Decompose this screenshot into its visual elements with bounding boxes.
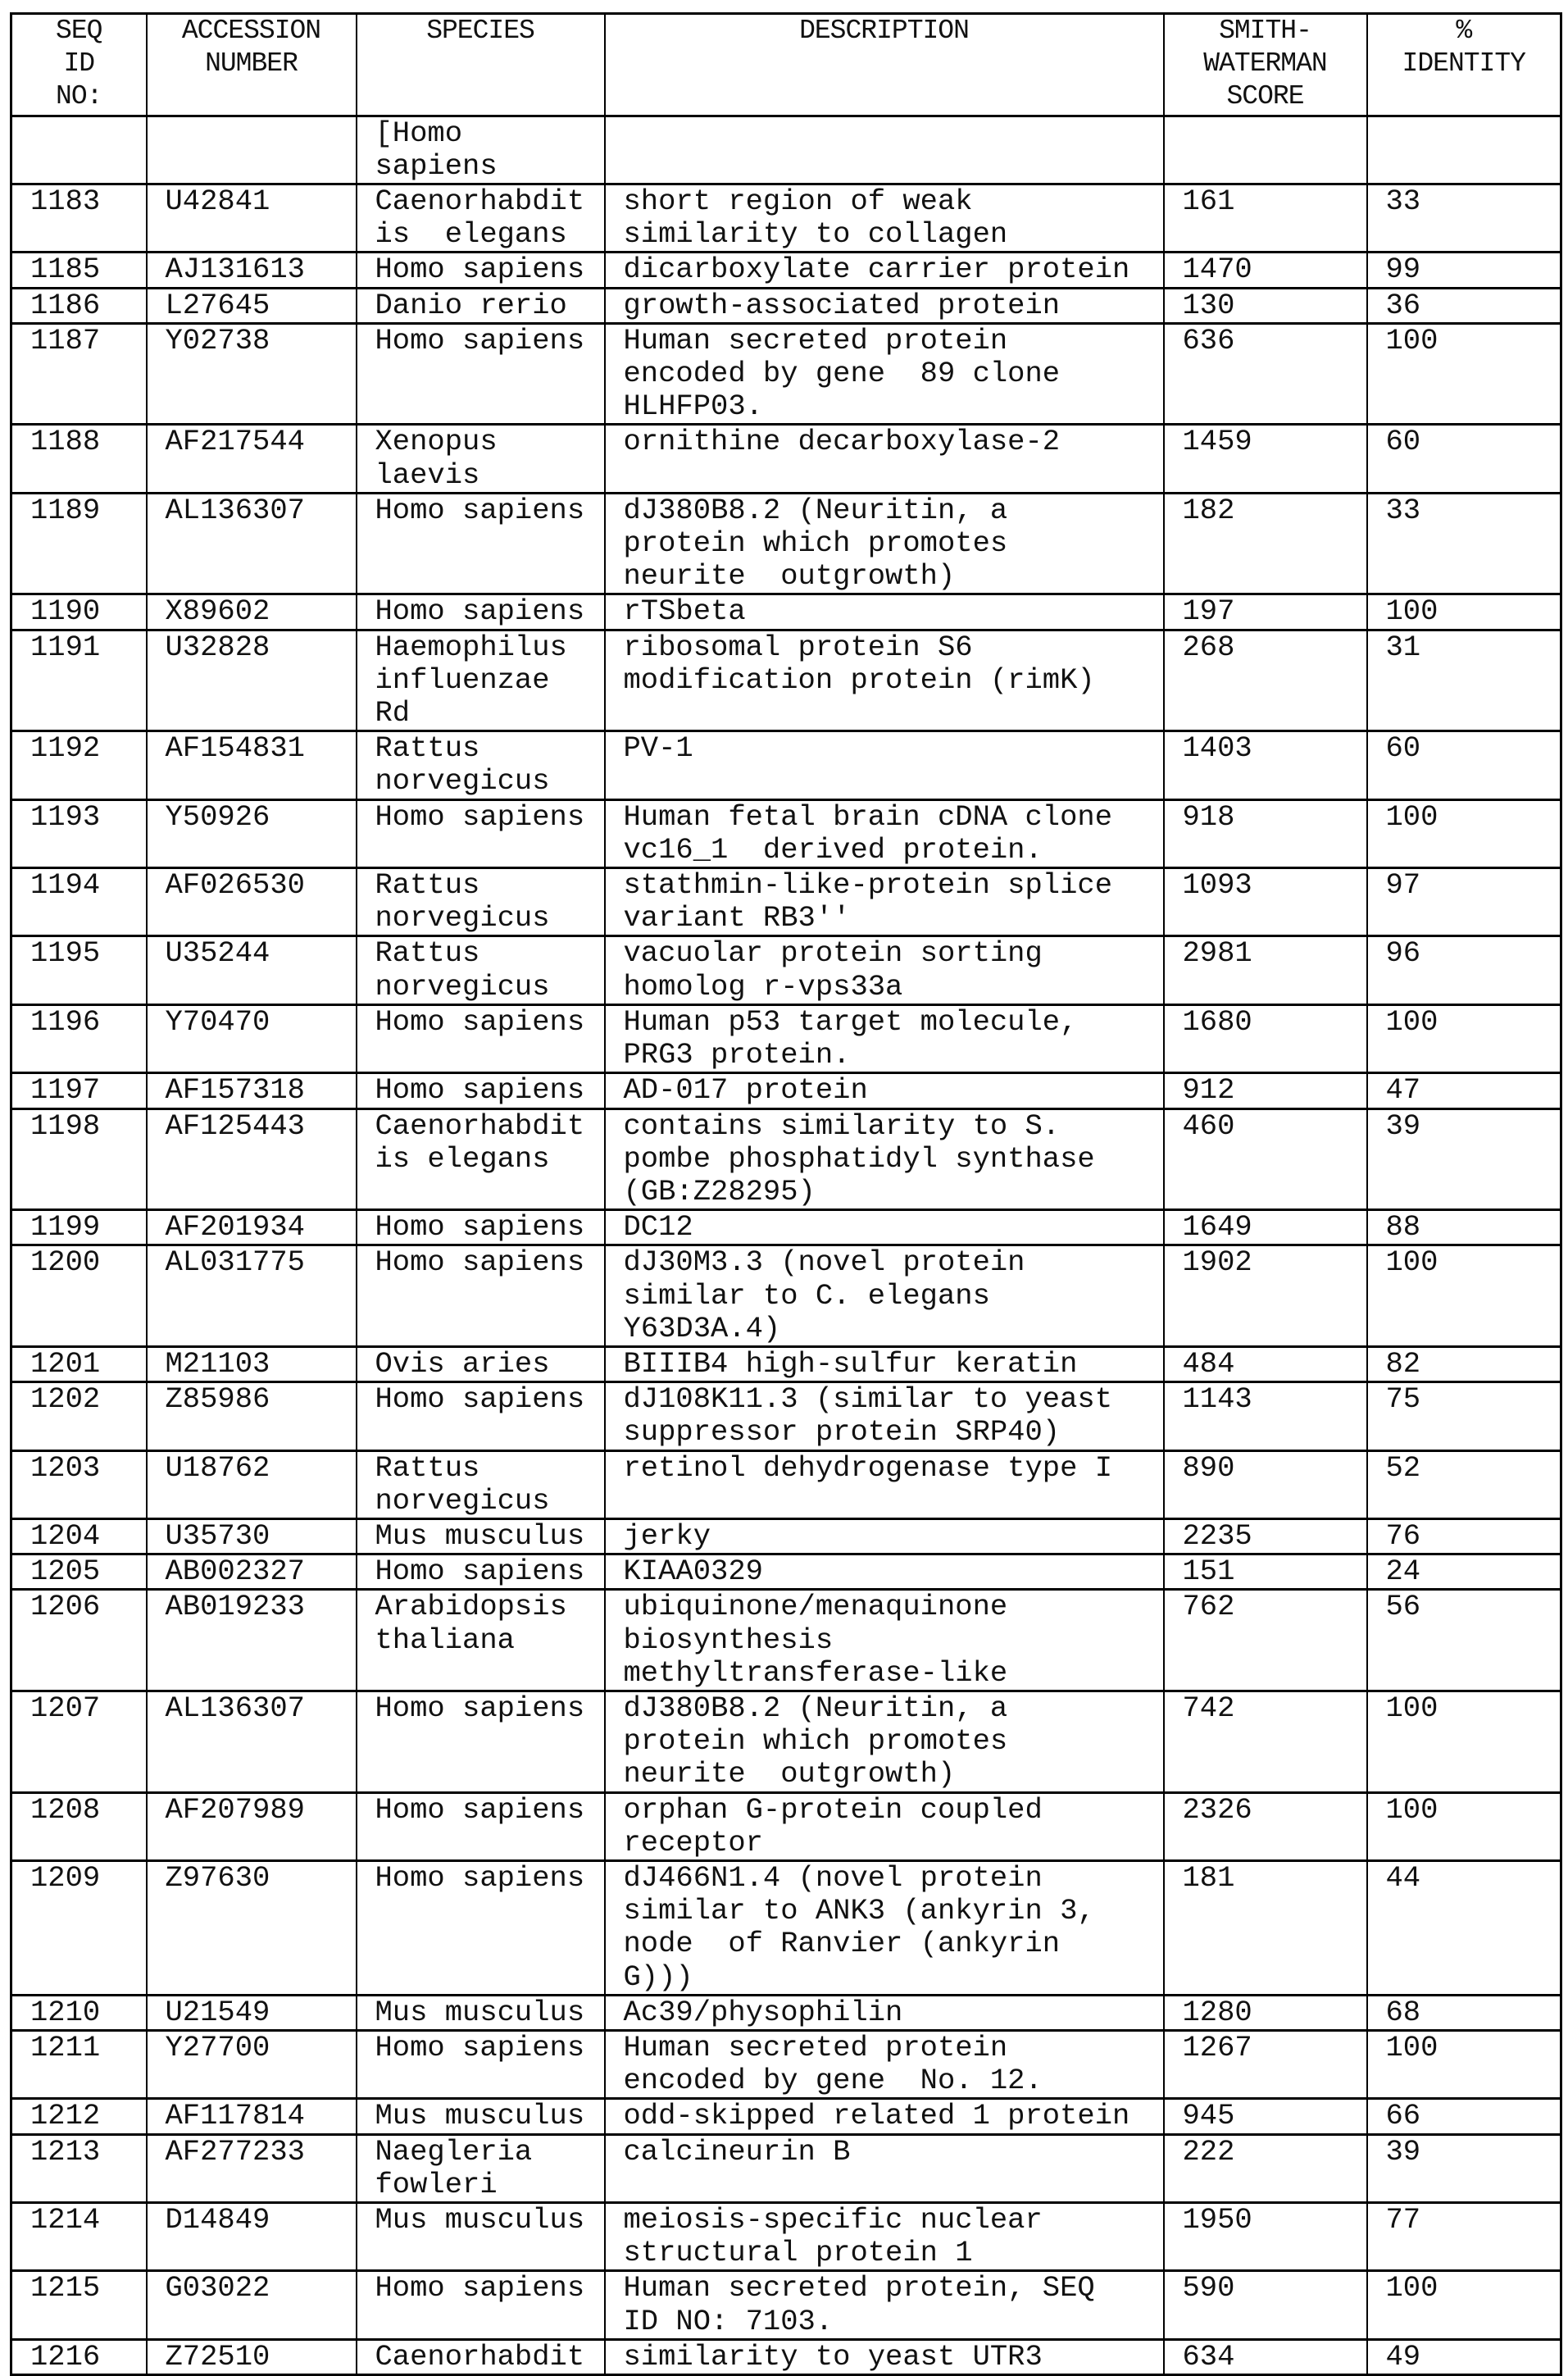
species-cell: Haemophilus influenzae Rd: [357, 630, 605, 731]
smith-waterman-score-cell: 182: [1164, 493, 1367, 594]
smith-waterman-score-cell: 634: [1164, 2339, 1367, 2374]
species-cell: Rattus norvegicus: [357, 868, 605, 936]
description-cell: Human secreted protein encoded by gene 89 clone HLHFP03.: [605, 323, 1164, 425]
accession-number-cell: Z85986: [147, 1382, 357, 1450]
percent-identity-cell: 24: [1367, 1554, 1561, 1590]
percent-identity-cell: [1367, 116, 1561, 184]
smith-waterman-score-cell: 484: [1164, 1346, 1367, 1381]
accession-number-cell: AB002327: [147, 1554, 357, 1590]
accession-number-cell: AF154831: [147, 731, 357, 799]
smith-waterman-score-cell: 2981: [1164, 936, 1367, 1004]
smith-waterman-score-cell: 181: [1164, 1860, 1367, 1995]
species-cell: Homo sapiens: [357, 2030, 605, 2098]
species-cell: Homo sapiens: [357, 1073, 605, 1108]
percent-identity-cell: 56: [1367, 1590, 1561, 1691]
description-cell: Human secreted protein, SEQ ID NO: 7103.: [605, 2271, 1164, 2339]
table-row: [11, 1245, 1561, 1347]
table-row: [11, 1792, 1561, 1860]
smith-waterman-score-cell: 1950: [1164, 2203, 1367, 2271]
description-cell: dJ108K11.3 (similar to yeast suppressor protein SRP40): [605, 1382, 1164, 1450]
species-cell: Xenopus laevis: [357, 425, 605, 493]
table-row: [11, 323, 1561, 425]
accession-number-cell: AF125443: [147, 1108, 357, 1210]
accession-number-cell: D14849: [147, 2203, 357, 2271]
percent-identity-cell: 36: [1367, 288, 1561, 323]
description-cell: ribosomal protein S6 modification protein (rimK): [605, 630, 1164, 731]
percent-identity-cell: 66: [1367, 2099, 1561, 2134]
species-cell: Rattus norvegicus: [357, 731, 605, 799]
description-cell: calcineurin B: [605, 2134, 1164, 2202]
smith-waterman-score-cell: 1649: [1164, 1210, 1367, 1245]
seq-id-cell: 1215: [11, 2271, 147, 2339]
species-cell: Homo sapiens: [357, 1004, 605, 1072]
accession-number-cell: AL031775: [147, 1245, 357, 1347]
percent-identity-cell: 100: [1367, 2030, 1561, 2098]
table-row: [11, 1210, 1561, 1245]
percent-identity-cell: 100: [1367, 323, 1561, 425]
percent-identity-cell: 68: [1367, 1995, 1561, 2030]
seq-id-cell: 1195: [11, 936, 147, 1004]
seq-id-cell: 1216: [11, 2339, 147, 2374]
percent-identity-cell: 52: [1367, 1450, 1561, 1518]
species-cell: Caenorhabdit: [357, 2339, 605, 2374]
table-row: [11, 116, 1561, 184]
percent-identity-cell: 49: [1367, 2339, 1561, 2374]
smith-waterman-score-cell: 460: [1164, 1108, 1367, 1210]
accession-number-cell: U42841: [147, 184, 357, 253]
seq-id-cell: 1208: [11, 1792, 147, 1860]
smith-waterman-score-cell: 222: [1164, 2134, 1367, 2202]
seq-id-cell: 1187: [11, 323, 147, 425]
seq-id-cell: 1183: [11, 184, 147, 253]
species-cell: Caenorhabdit is elegans: [357, 184, 605, 253]
accession-number-cell: Y70470: [147, 1004, 357, 1072]
seq-id-cell: [11, 116, 147, 184]
table-row: [11, 1691, 1561, 1792]
smith-waterman-score-cell: 742: [1164, 1691, 1367, 1792]
accession-number-cell: [147, 116, 357, 184]
table-row: [11, 1004, 1561, 1072]
description-cell: AD-017 protein: [605, 1073, 1164, 1108]
smith-waterman-score-cell: [1164, 116, 1367, 184]
smith-waterman-score-cell: 1143: [1164, 1382, 1367, 1450]
percent-identity-cell: 31: [1367, 630, 1561, 731]
accession-number-cell: AF201934: [147, 1210, 357, 1245]
accession-number-cell: Z97630: [147, 1860, 357, 1995]
table-row: [11, 868, 1561, 936]
species-cell: Homo sapiens: [357, 1860, 605, 1995]
description-cell: dJ466N1.4 (novel protein similar to ANK3 (ankyrin 3, node of Ranvier (ankyrin G))): [605, 1860, 1164, 1995]
table-row: [11, 1450, 1561, 1518]
percent-identity-cell: 82: [1367, 1346, 1561, 1381]
percent-identity-cell: 75: [1367, 1382, 1561, 1450]
accession-number-cell: AF117814: [147, 2099, 357, 2134]
table-row: [11, 288, 1561, 323]
seq-id-cell: 1196: [11, 1004, 147, 1072]
sequence-homology-table: [10, 12, 1562, 2376]
table-row: [11, 1108, 1561, 1210]
percent-identity-cell: 77: [1367, 2203, 1561, 2271]
percent-identity-cell: 100: [1367, 1691, 1561, 1792]
seq-id-cell: 1190: [11, 594, 147, 630]
species-cell: [Homo sapiens: [357, 116, 605, 184]
seq-id-cell: 1211: [11, 2030, 147, 2098]
accession-number-cell: Z72510: [147, 2339, 357, 2374]
seq-id-cell: 1201: [11, 1346, 147, 1381]
description-cell: stathmin-like-protein splice variant RB3'': [605, 868, 1164, 936]
description-cell: Ac39/physophilin: [605, 1995, 1164, 2030]
table-row: [11, 2339, 1561, 2374]
accession-number-cell: AF207989: [147, 1792, 357, 1860]
accession-number-cell: AF277233: [147, 2134, 357, 2202]
description-cell: ubiquinone/menaquinone biosynthesis methyltransferase-like: [605, 1590, 1164, 1691]
seq-id-cell: 1194: [11, 868, 147, 936]
accession-number-cell: AF026530: [147, 868, 357, 936]
column-header-species: SPECIES: [357, 14, 605, 116]
seq-id-cell: 1209: [11, 1860, 147, 1995]
smith-waterman-score-cell: 2326: [1164, 1792, 1367, 1860]
accession-number-cell: AL136307: [147, 1691, 357, 1792]
description-cell: PV-1: [605, 731, 1164, 799]
smith-waterman-score-cell: 1902: [1164, 1245, 1367, 1347]
percent-identity-cell: 100: [1367, 594, 1561, 630]
species-cell: Caenorhabdit is elegans: [357, 1108, 605, 1210]
smith-waterman-score-cell: 890: [1164, 1450, 1367, 1518]
species-cell: Arabidopsis thaliana: [357, 1590, 605, 1691]
table-row: [11, 184, 1561, 253]
description-cell: KIAA0329: [605, 1554, 1164, 1590]
seq-id-cell: 1203: [11, 1450, 147, 1518]
seq-id-cell: 1204: [11, 1518, 147, 1554]
species-cell: Homo sapiens: [357, 1792, 605, 1860]
species-cell: Rattus norvegicus: [357, 936, 605, 1004]
smith-waterman-score-cell: 130: [1164, 288, 1367, 323]
description-cell: dJ380B8.2 (Neuritin, a protein which promotes neurite outgrowth): [605, 1691, 1164, 1792]
table-row: [11, 1590, 1561, 1691]
percent-identity-cell: 33: [1367, 184, 1561, 253]
percent-identity-cell: 33: [1367, 493, 1561, 594]
smith-waterman-score-cell: 1267: [1164, 2030, 1367, 2098]
table-header: [11, 14, 1561, 116]
species-cell: Homo sapiens: [357, 1382, 605, 1450]
smith-waterman-score-cell: 151: [1164, 1554, 1367, 1590]
seq-id-cell: 1193: [11, 799, 147, 867]
description-cell: odd-skipped related 1 protein: [605, 2099, 1164, 2134]
description-cell: ornithine decarboxylase-2: [605, 425, 1164, 493]
description-cell: growth-associated protein: [605, 288, 1164, 323]
percent-identity-cell: 99: [1367, 253, 1561, 288]
smith-waterman-score-cell: 636: [1164, 323, 1367, 425]
seq-id-cell: 1191: [11, 630, 147, 731]
accession-number-cell: Y50926: [147, 799, 357, 867]
description-cell: short region of weak similarity to collagen: [605, 184, 1164, 253]
table-row: [11, 1518, 1561, 1554]
table-body: [11, 116, 1561, 2374]
seq-id-cell: 1188: [11, 425, 147, 493]
description-cell: Human fetal brain cDNA clone vc16_1 derived protein.: [605, 799, 1164, 867]
seq-id-cell: 1192: [11, 731, 147, 799]
accession-number-cell: U21549: [147, 1995, 357, 2030]
description-cell: dJ380B8.2 (Neuritin, a protein which promotes neurite outgrowth): [605, 493, 1164, 594]
header-row: [11, 14, 1561, 116]
description-cell: meiosis-specific nuclear structural protein 1: [605, 2203, 1164, 2271]
seq-id-cell: 1185: [11, 253, 147, 288]
accession-number-cell: AB019233: [147, 1590, 357, 1691]
table-row: [11, 2134, 1561, 2202]
description-cell: retinol dehydrogenase type I: [605, 1450, 1164, 1518]
smith-waterman-score-cell: 2235: [1164, 1518, 1367, 1554]
percent-identity-cell: 100: [1367, 799, 1561, 867]
seq-id-cell: 1202: [11, 1382, 147, 1450]
table-row: [11, 594, 1561, 630]
species-cell: Homo sapiens: [357, 323, 605, 425]
table-row: [11, 1382, 1561, 1450]
accession-number-cell: Y27700: [147, 2030, 357, 2098]
percent-identity-cell: 100: [1367, 2271, 1561, 2339]
description-cell: similarity to yeast UTR3: [605, 2339, 1164, 2374]
percent-identity-cell: 60: [1367, 425, 1561, 493]
species-cell: Mus musculus: [357, 1995, 605, 2030]
smith-waterman-score-cell: 1093: [1164, 868, 1367, 936]
column-header-seq-id: SEQ ID NO:: [11, 14, 147, 116]
table-row: [11, 425, 1561, 493]
seq-id-cell: 1205: [11, 1554, 147, 1590]
accession-number-cell: U18762: [147, 1450, 357, 1518]
table-row: [11, 2203, 1561, 2271]
percent-identity-cell: 39: [1367, 2134, 1561, 2202]
smith-waterman-score-cell: 197: [1164, 594, 1367, 630]
description-cell: Human p53 target molecule, PRG3 protein.: [605, 1004, 1164, 1072]
species-cell: Homo sapiens: [357, 1210, 605, 1245]
percent-identity-cell: 100: [1367, 1792, 1561, 1860]
smith-waterman-score-cell: 1459: [1164, 425, 1367, 493]
species-cell: Homo sapiens: [357, 1554, 605, 1590]
seq-id-cell: 1206: [11, 1590, 147, 1691]
column-header-accession-number: ACCESSION NUMBER: [147, 14, 357, 116]
smith-waterman-score-cell: 268: [1164, 630, 1367, 731]
table-row: [11, 1554, 1561, 1590]
document-page: [10, 12, 1560, 2376]
seq-id-cell: 1198: [11, 1108, 147, 1210]
seq-id-cell: 1210: [11, 1995, 147, 2030]
smith-waterman-score-cell: 161: [1164, 184, 1367, 253]
seq-id-cell: 1197: [11, 1073, 147, 1108]
species-cell: Ovis aries: [357, 1346, 605, 1381]
percent-identity-cell: 60: [1367, 731, 1561, 799]
percent-identity-cell: 100: [1367, 1004, 1561, 1072]
accession-number-cell: U35730: [147, 1518, 357, 1554]
species-cell: Homo sapiens: [357, 1245, 605, 1347]
smith-waterman-score-cell: 1470: [1164, 253, 1367, 288]
table-row: [11, 493, 1561, 594]
accession-number-cell: L27645: [147, 288, 357, 323]
accession-number-cell: X89602: [147, 594, 357, 630]
accession-number-cell: AF157318: [147, 1073, 357, 1108]
species-cell: Naegleria fowleri: [357, 2134, 605, 2202]
description-cell: dJ30M3.3 (novel protein similar to C. elegans Y63D3A.4): [605, 1245, 1164, 1347]
table-row: [11, 936, 1561, 1004]
species-cell: Homo sapiens: [357, 799, 605, 867]
column-header-percent-identity: % IDENTITY: [1367, 14, 1561, 116]
description-cell: contains similarity to S. pombe phosphatidyl synthase (GB:Z28295): [605, 1108, 1164, 1210]
table-row: [11, 2030, 1561, 2098]
seq-id-cell: 1214: [11, 2203, 147, 2271]
table-row: [11, 731, 1561, 799]
accession-number-cell: G03022: [147, 2271, 357, 2339]
species-cell: Homo sapiens: [357, 2271, 605, 2339]
smith-waterman-score-cell: 1680: [1164, 1004, 1367, 1072]
species-cell: Mus musculus: [357, 2203, 605, 2271]
accession-number-cell: AJ131613: [147, 253, 357, 288]
column-header-description: DESCRIPTION: [605, 14, 1164, 116]
accession-number-cell: U32828: [147, 630, 357, 731]
smith-waterman-score-cell: 590: [1164, 2271, 1367, 2339]
table-row: [11, 2099, 1561, 2134]
table-row: [11, 1860, 1561, 1995]
description-cell: orphan G-protein coupled receptor: [605, 1792, 1164, 1860]
table-row: [11, 1073, 1561, 1108]
description-cell: Human secreted protein encoded by gene No. 12.: [605, 2030, 1164, 2098]
species-cell: Mus musculus: [357, 2099, 605, 2134]
percent-identity-cell: 97: [1367, 868, 1561, 936]
seq-id-cell: 1186: [11, 288, 147, 323]
seq-id-cell: 1207: [11, 1691, 147, 1792]
table-row: [11, 253, 1561, 288]
accession-number-cell: Y02738: [147, 323, 357, 425]
table-row: [11, 1346, 1561, 1381]
percent-identity-cell: 44: [1367, 1860, 1561, 1995]
accession-number-cell: U35244: [147, 936, 357, 1004]
seq-id-cell: 1200: [11, 1245, 147, 1347]
seq-id-cell: 1199: [11, 1210, 147, 1245]
percent-identity-cell: 96: [1367, 936, 1561, 1004]
table-row: [11, 630, 1561, 731]
species-cell: Homo sapiens: [357, 253, 605, 288]
description-cell: [605, 116, 1164, 184]
smith-waterman-score-cell: 912: [1164, 1073, 1367, 1108]
percent-identity-cell: 39: [1367, 1108, 1561, 1210]
percent-identity-cell: 47: [1367, 1073, 1561, 1108]
description-cell: BIIIB4 high-sulfur keratin: [605, 1346, 1164, 1381]
column-header-smith-waterman-score: SMITH- WATERMAN SCORE: [1164, 14, 1367, 116]
description-cell: vacuolar protein sorting homolog r-vps33a: [605, 936, 1164, 1004]
smith-waterman-score-cell: 1403: [1164, 731, 1367, 799]
accession-number-cell: AL136307: [147, 493, 357, 594]
species-cell: Rattus norvegicus: [357, 1450, 605, 1518]
description-cell: DC12: [605, 1210, 1164, 1245]
species-cell: Homo sapiens: [357, 594, 605, 630]
smith-waterman-score-cell: 762: [1164, 1590, 1367, 1691]
species-cell: Mus musculus: [357, 1518, 605, 1554]
smith-waterman-score-cell: 918: [1164, 799, 1367, 867]
description-cell: rTSbeta: [605, 594, 1164, 630]
species-cell: Homo sapiens: [357, 493, 605, 594]
accession-number-cell: M21103: [147, 1346, 357, 1381]
table-row: [11, 2271, 1561, 2339]
percent-identity-cell: 76: [1367, 1518, 1561, 1554]
species-cell: Homo sapiens: [357, 1691, 605, 1792]
accession-number-cell: AF217544: [147, 425, 357, 493]
percent-identity-cell: 88: [1367, 1210, 1561, 1245]
seq-id-cell: 1189: [11, 493, 147, 594]
description-cell: dicarboxylate carrier protein: [605, 253, 1164, 288]
table-row: [11, 1995, 1561, 2030]
description-cell: jerky: [605, 1518, 1164, 1554]
seq-id-cell: 1212: [11, 2099, 147, 2134]
percent-identity-cell: 100: [1367, 1245, 1561, 1347]
smith-waterman-score-cell: 945: [1164, 2099, 1367, 2134]
species-cell: Danio rerio: [357, 288, 605, 323]
table-row: [11, 799, 1561, 867]
smith-waterman-score-cell: 1280: [1164, 1995, 1367, 2030]
seq-id-cell: 1213: [11, 2134, 147, 2202]
